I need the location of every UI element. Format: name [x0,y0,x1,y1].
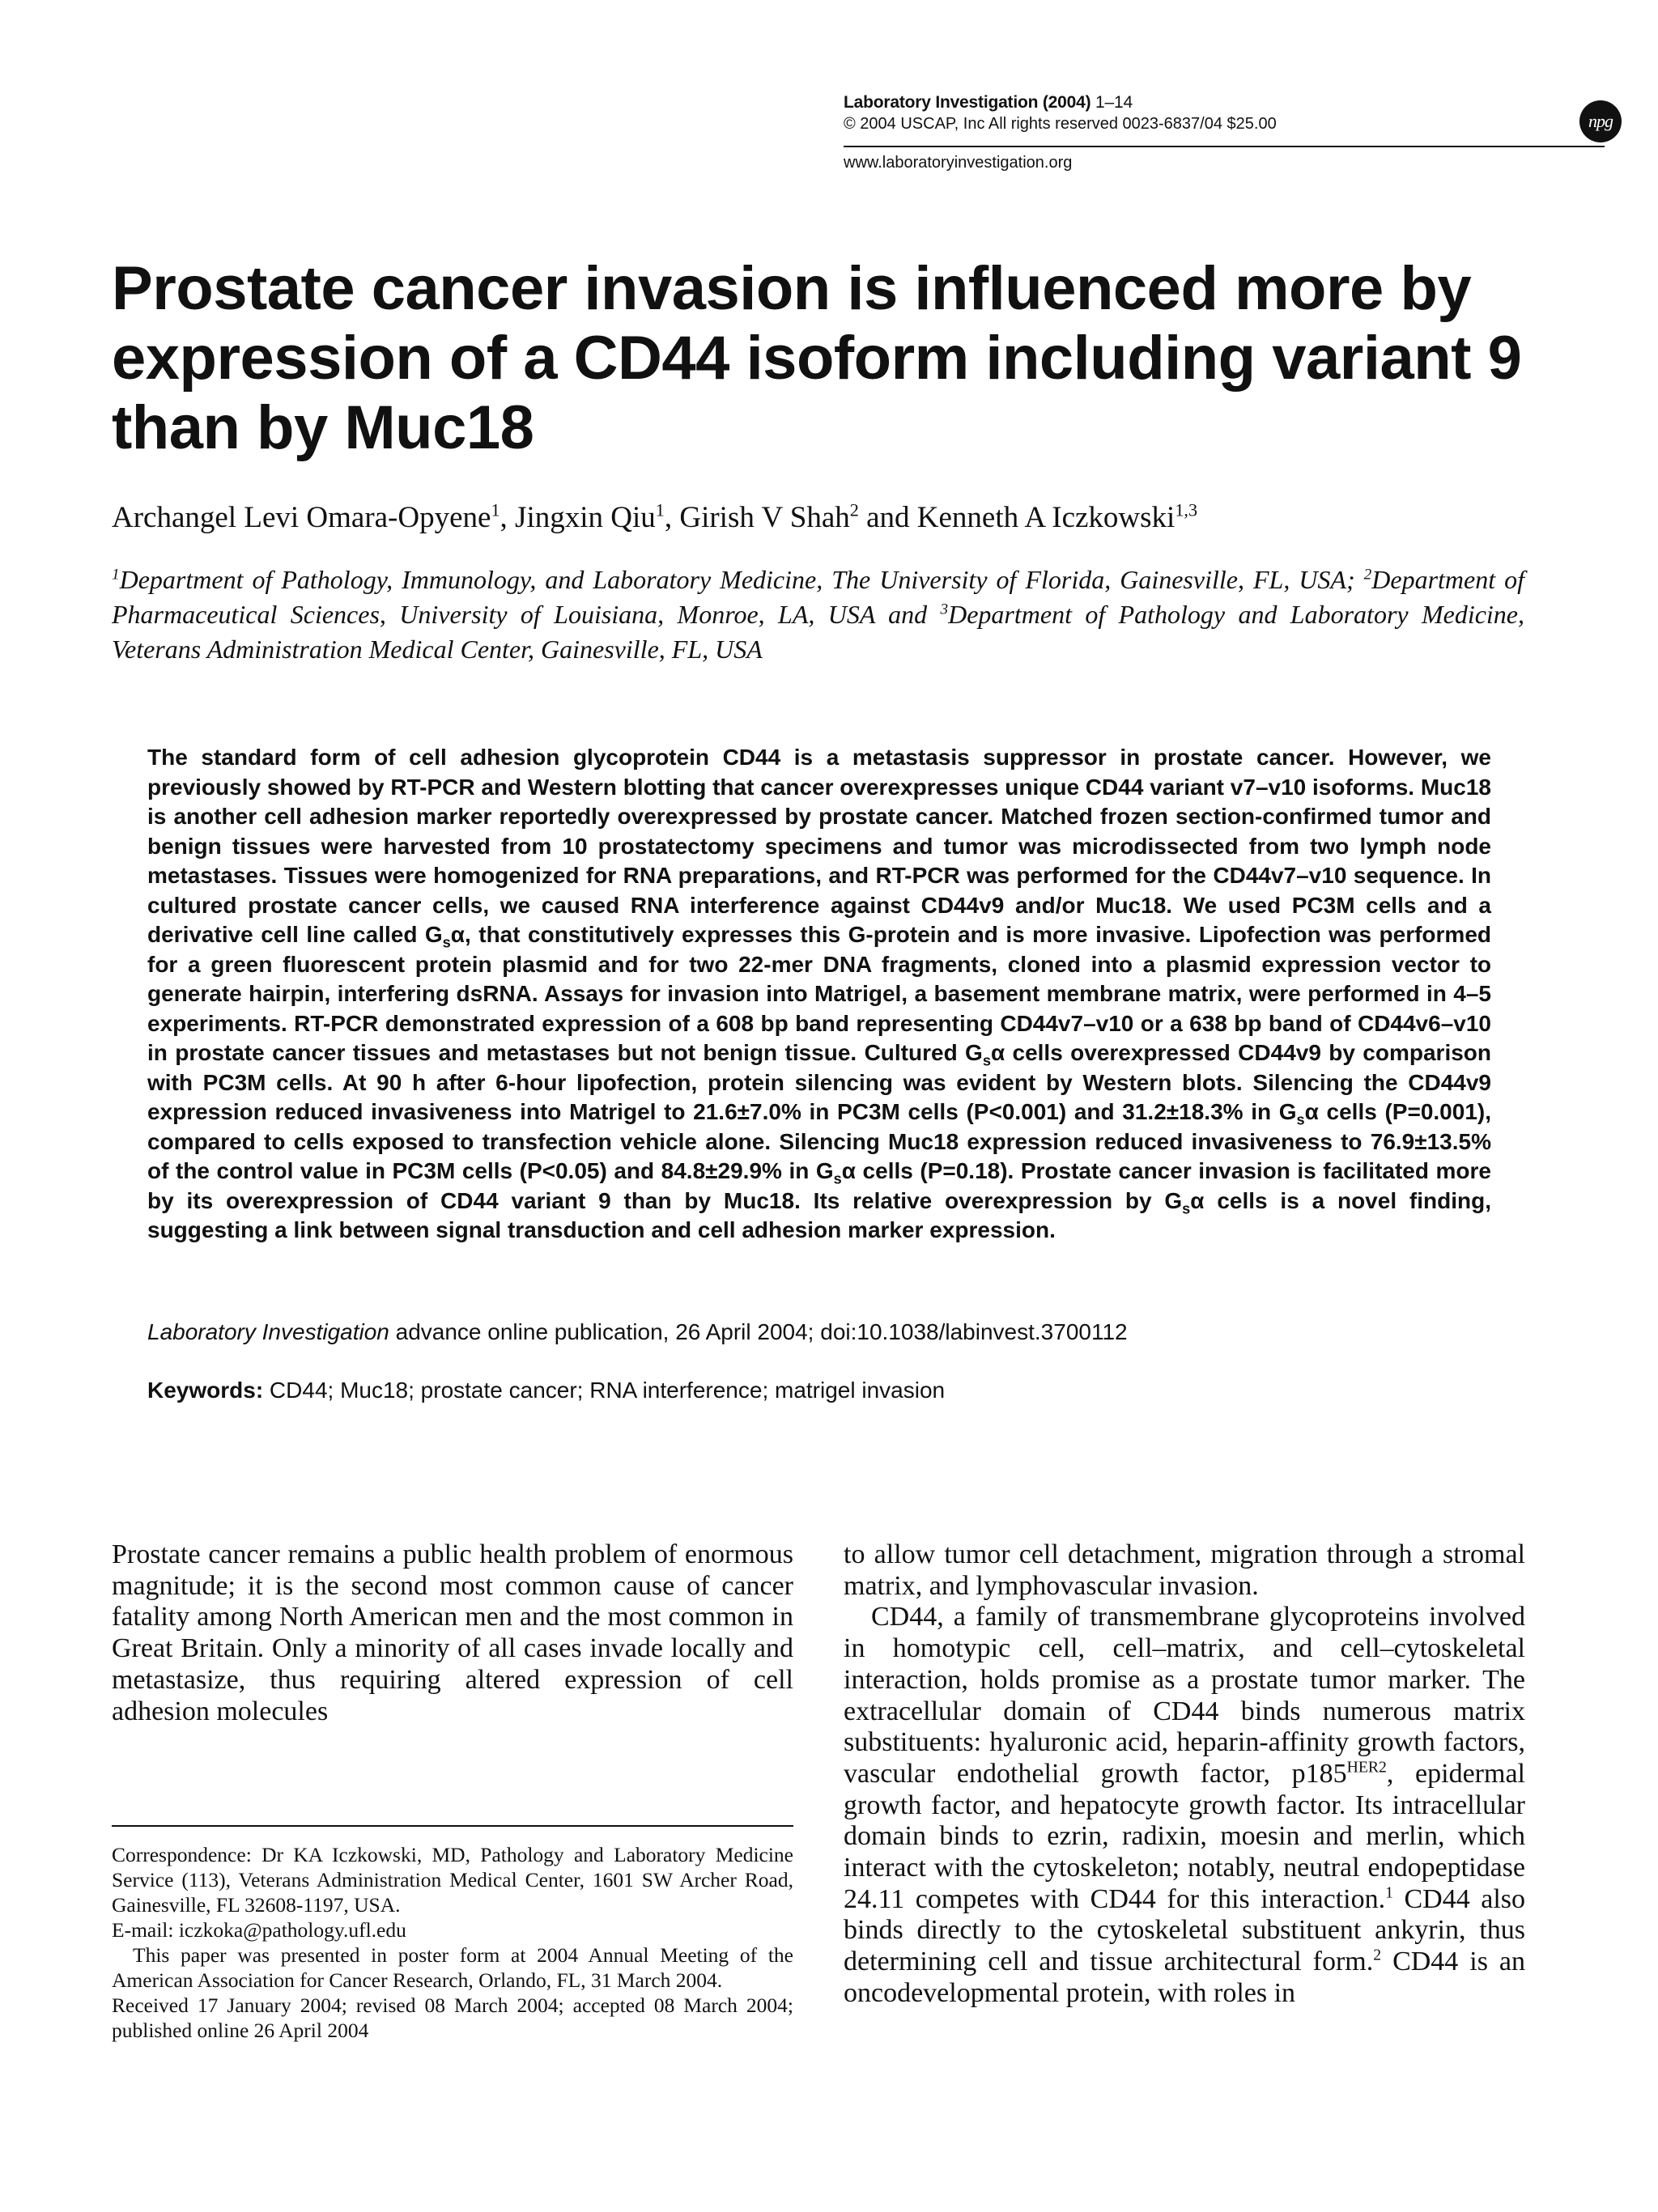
keywords-label: Keywords: [147,1378,264,1403]
copyright-line: © 2004 USCAP, Inc All rights reserved 0023-6837/04 $25.00 [844,115,1277,133]
journal-name: Laboratory Investigation (2004) [844,93,1091,112]
correspondence-note: Correspondence: Dr KA Iczkowski, MD, Pathology and Laboratory Medicine Service (113), Veterans Administration Medical Center, 1601 SW Archer Road, Gainesville, FL 32608-1197, USA. [112,1843,793,1917]
page-range: 1–14 [1095,93,1133,112]
affiliations [112,563,1524,667]
npg-logo: npg [1579,100,1622,142]
keywords [147,1378,945,1403]
affiliation-text: Department of Pathology, Immunology, and Laboratory Medicine, The University of Florida, Gainesville, FL, USA; [119,565,1364,594]
body-column-left [112,1539,793,1727]
affiliation-number: 1 [112,566,120,584]
header-rule [844,146,1605,147]
author-name: Archangel Levi Omara-Opyene [112,501,491,534]
author-name: Girish V Shah [679,501,850,534]
body-paragraph: CD44, a family of transmembrane glycoproteins involved in homotypic cell, cell–matrix, and cell–cytoskeletal interaction, holds promise as a prostate tumor marker. The extracellular domain of CD44 binds numerous matrix substituents: hyaluronic acid, heparin-affinity growth factors, vascular endothelial growth factor, $p185^{HER2}$, epidermal growth factor, and hepatocyte growth factor. Its intracellular domain binds to ezrin, radixin, moesin and merlin, which interact with the cytoskeleton; notably, neutral endopeptidase 24.11 competes with CD44 for this interaction.$^1$ CD44 also binds directly to the cytoskeletal substituent ankyrin, thus determining cell and tissue architectural form.$^2$ CD44 is an oncodevelopmental protein, with roles in [844,1602,1526,2008]
article-title: Prostate cancer invasion is influenced more by expression of a CD44 isoform including variant 9 than by Muc18 [112,254,1522,462]
citation-details[interactable]: advance online publication, 26 April 2004; doi:10.1038/labinvest.3700112 [389,1319,1128,1344]
body-column-right [844,1539,1525,2010]
footnotes [112,1842,793,2043]
reference-mark[interactable]: 1 [1385,1883,1393,1902]
reference-mark[interactable]: 2 [1373,1946,1382,1964]
affiliation-number: 3 [940,601,949,618]
author-affiliation-mark: 2 [849,499,859,520]
author-affiliation-mark: 1 [655,499,665,520]
abstract: The standard form of cell adhesion glycoprotein CD44 is a metastasis suppressor in prostate cancer. However, we previously showed by RT-PCR and Western blotting that cancer overexpresses unique CD44 variant v7–v10 isoforms. Muc18 is another cell adhesion marker reportedly overexpressed by prostate cancer. Matched frozen section-confirmed tumor and benign tissues were harvested from 10 prostatectomy specimens and tumor was microdissected from two lymph node metastases. Tissues were homogenized for RNA preparations, and RT-PCR was performed for the CD44v7–v10 sequence. In cultured prostate cancer cells, we caused RNA interference against CD44v9 and/or Muc18. We used PC3M cells and a derivative cell line called $G_s\alpha$, that constitutively expresses this G-protein and is more invasive. Lipofection was performed for a green fluorescent protein plasmid and for two 22-mer DNA fragments, cloned into a plasmid expression vector to generate hairpin, interfering dsRNA. Assays for invasion into Matrigel, a basement membrane matrix, were performed in 4–5 experiments. RT-PCR demonstrated expression of a 608 bp band representing CD44v7–v10 or a 638 bp band of CD44v6–v10 in prostate cancer tissues and metastases but not benign tissue. Cultured $G_s\alpha$ cells overexpressed CD44v9 by comparison with PC3M cells. At 90 h after 6-hour lipofection, protein silencing was evident by Western blots. Silencing the CD44v9 expression reduced invasiveness into Matrigel to 21.6±7.0% in PC3M cells (P<0.001) and 31.2±18.3% in $G_s\alpha$ cells (P=0.001), compared to cells exposed to transfection vehicle alone. Silencing Muc18 expression reduced invasiveness to 76.9±13.5% of the control value in PC3M cells (P<0.05) and 84.8±29.9% in $G_s\alpha$ cells (P=0.18). Prostate cancer invasion is facilitated more by its overexpression of CD44 variant 9 than by Muc18. Its relative overexpression by $G_s\alpha$ cells is a novel finding, suggesting a link between signal transduction and cell adhesion marker expression. [147,745,1492,1242]
author-affiliation-mark: 1 [491,499,500,520]
keywords-list: CD44; Muc18; prostate cancer; RNA interference; matrigel invasion [263,1378,946,1403]
body-paragraph: Prostate cancer remains a public health problem of enormous magnitude; it is the second most common cause of cancer fatality among North American men and the most common in Great Britain. Only a minority of all cases invade locally and metastasize, thus requiring altered expression of cell adhesion molecules [112,1539,793,1726]
superscript-her2: HER2 [1346,1758,1387,1777]
received-note: Received 17 January 2004; revised 08 March 2004; accepted 08 March 2004; published online 26 April 2004 [112,1993,793,2042]
affiliation-number: 2 [1363,566,1372,584]
author-name: Jingxin Qiu [515,501,656,534]
body-paragraph: to allow tumor cell detachment, migration through a stromal matrix, and lymphovascular invasion. [844,1539,1525,1601]
presentation-note: This paper was presented in poster form at 2004 Annual Meeting of the American Association for Cancer Research, Orlando, FL, 31 March 2004. [112,1943,793,1992]
journal-header [844,93,1133,113]
author-name: Kenneth A Iczkowski [916,501,1175,534]
author-list: Archangel Levi Omara-Opyene$^1$, Jingxin Qiu$^1$, Girish V Shah$^2$ and Kenneth A Iczkowski$^{1,3}$ [112,499,1198,534]
journal-url[interactable]: www.laboratoryinvestigation.org [844,154,1073,172]
affiliation-text: Department of Pharmaceutical Sciences, University of Louisiana, Monroe, LA, USA and [112,565,1525,629]
footnote-rule [112,1825,793,1827]
abstract-citation [147,1319,1128,1345]
author-affiliation-mark: 1,3 [1175,499,1198,520]
affiliation-text: Department of Pathology and Laboratory Medicine, Veterans Administration Medical Center, Gainesville, FL, USA [112,600,1525,664]
email-note[interactable]: E-mail: iczkoka@pathology.ufl.edu [112,1918,406,1942]
citation-journal: Laboratory Investigation [147,1319,389,1344]
